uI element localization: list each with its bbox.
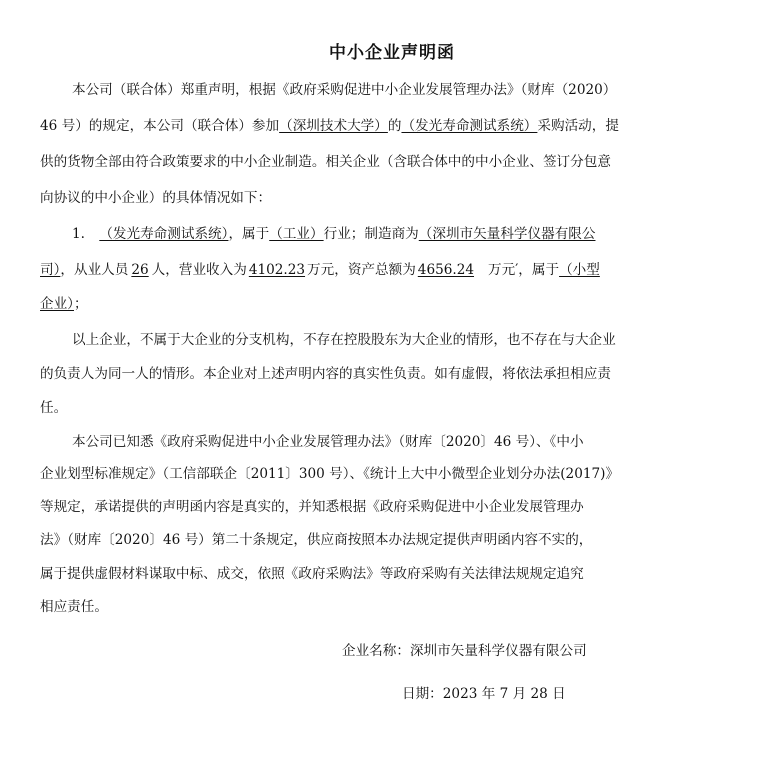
date-value: 2023 年 7 月 28 日 bbox=[442, 686, 566, 702]
item-text: ，属于 bbox=[228, 226, 270, 242]
item-1-line-1 bbox=[72, 224, 595, 244]
company-name: 深圳市矢量科学仪器有限公司 bbox=[409, 643, 587, 659]
p1-text: 46 号）的规定，本公司（联合体）参加 bbox=[40, 118, 280, 134]
item-product-name: （发光寿命测试系统） bbox=[99, 226, 229, 242]
item-text: ； bbox=[73, 296, 88, 312]
item-industry: （工业） bbox=[269, 226, 324, 242]
p3-line-2: 企业划型标准规定》（工信部联企〔2011〕300 号）、《统计上大中小微型企业划分办法(2017)》 bbox=[40, 466, 620, 482]
p1-line-4: 向协议的中小企业）的具体情况如下： bbox=[40, 190, 272, 206]
item-text: 行业；制造商为 bbox=[323, 226, 419, 242]
company-signature bbox=[342, 641, 587, 661]
document-title: 中小企业声明函 bbox=[329, 43, 455, 63]
p1-line-3: 供的货物全部由符合政策要求的中小企业制造。相关企业（含联合体中的中小企业、签订分包意 bbox=[40, 154, 611, 170]
item-text: 万元，资产总额为 bbox=[307, 262, 416, 278]
item-revenue: 4102.23 bbox=[248, 262, 306, 278]
p3-line-4: 法》（财库〔2020〕46 号）第二十条规定，供应商按照本办法规定提供声明函内容不实的， bbox=[40, 532, 593, 548]
p2-line-3: 任。 bbox=[40, 400, 68, 416]
purchaser-name: （深圳技术大学） bbox=[279, 118, 388, 134]
p3-line-6: 相应责任。 bbox=[40, 599, 108, 615]
p3-line-5: 属于提供虚假材料谋取中标、成交，依照《政府采购法》等政府采购有关法律法规规定追究 bbox=[40, 566, 584, 582]
item-staff-count: 26 bbox=[131, 262, 149, 278]
p3-line-1: 本公司已知悉《政府采购促进中小企业发展管理办法》（财库〔2020〕46 号）、《中小 bbox=[72, 434, 584, 450]
item-manufacturer: （深圳市矢量科学仪器有限公 bbox=[418, 226, 596, 242]
p1-text: 的 bbox=[387, 118, 402, 134]
item-text: 人，营业收入为 bbox=[151, 262, 247, 278]
item-assets: 4656.24 bbox=[417, 262, 475, 278]
p2-line-1: 以上企业，不属于大企业的分支机构，不存在控股股东为大企业的情形，也不存在与大企业 bbox=[72, 332, 616, 348]
item-scale: （小型 bbox=[559, 262, 600, 278]
item-number: 1. bbox=[72, 226, 85, 242]
item-text: 万元′，属于 bbox=[488, 262, 560, 278]
item-text: ，从业人员 bbox=[60, 262, 129, 278]
item-scale-cont: 企业） bbox=[40, 296, 74, 312]
p3-line-3: 等规定，承诺提供的声明函内容是真实的，并知悉根据《政府采购促进中小企业发展管理办 bbox=[40, 499, 584, 515]
p2-line-2: 的负责人为同一人的情形。本企业对上述声明内容的真实性负责。如有虚假，将依法承担相应责 bbox=[40, 366, 611, 382]
item-manufacturer-cont: 司） bbox=[40, 262, 61, 278]
date-label: 日期： bbox=[402, 686, 443, 702]
p1-line-2 bbox=[40, 116, 619, 136]
item-1-line-2 bbox=[40, 260, 600, 280]
p1-text: 采购活动，提 bbox=[537, 118, 619, 134]
project-name: （发光寿命测试系统） bbox=[401, 118, 538, 134]
company-label: 企业名称： bbox=[342, 643, 410, 659]
item-1-line-3 bbox=[40, 294, 88, 314]
p1-line-1: 本公司（联合体）郑重声明，根据《政府采购促进中小企业发展管理办法》（财库（2020） bbox=[72, 82, 617, 98]
date-signature bbox=[402, 684, 566, 704]
